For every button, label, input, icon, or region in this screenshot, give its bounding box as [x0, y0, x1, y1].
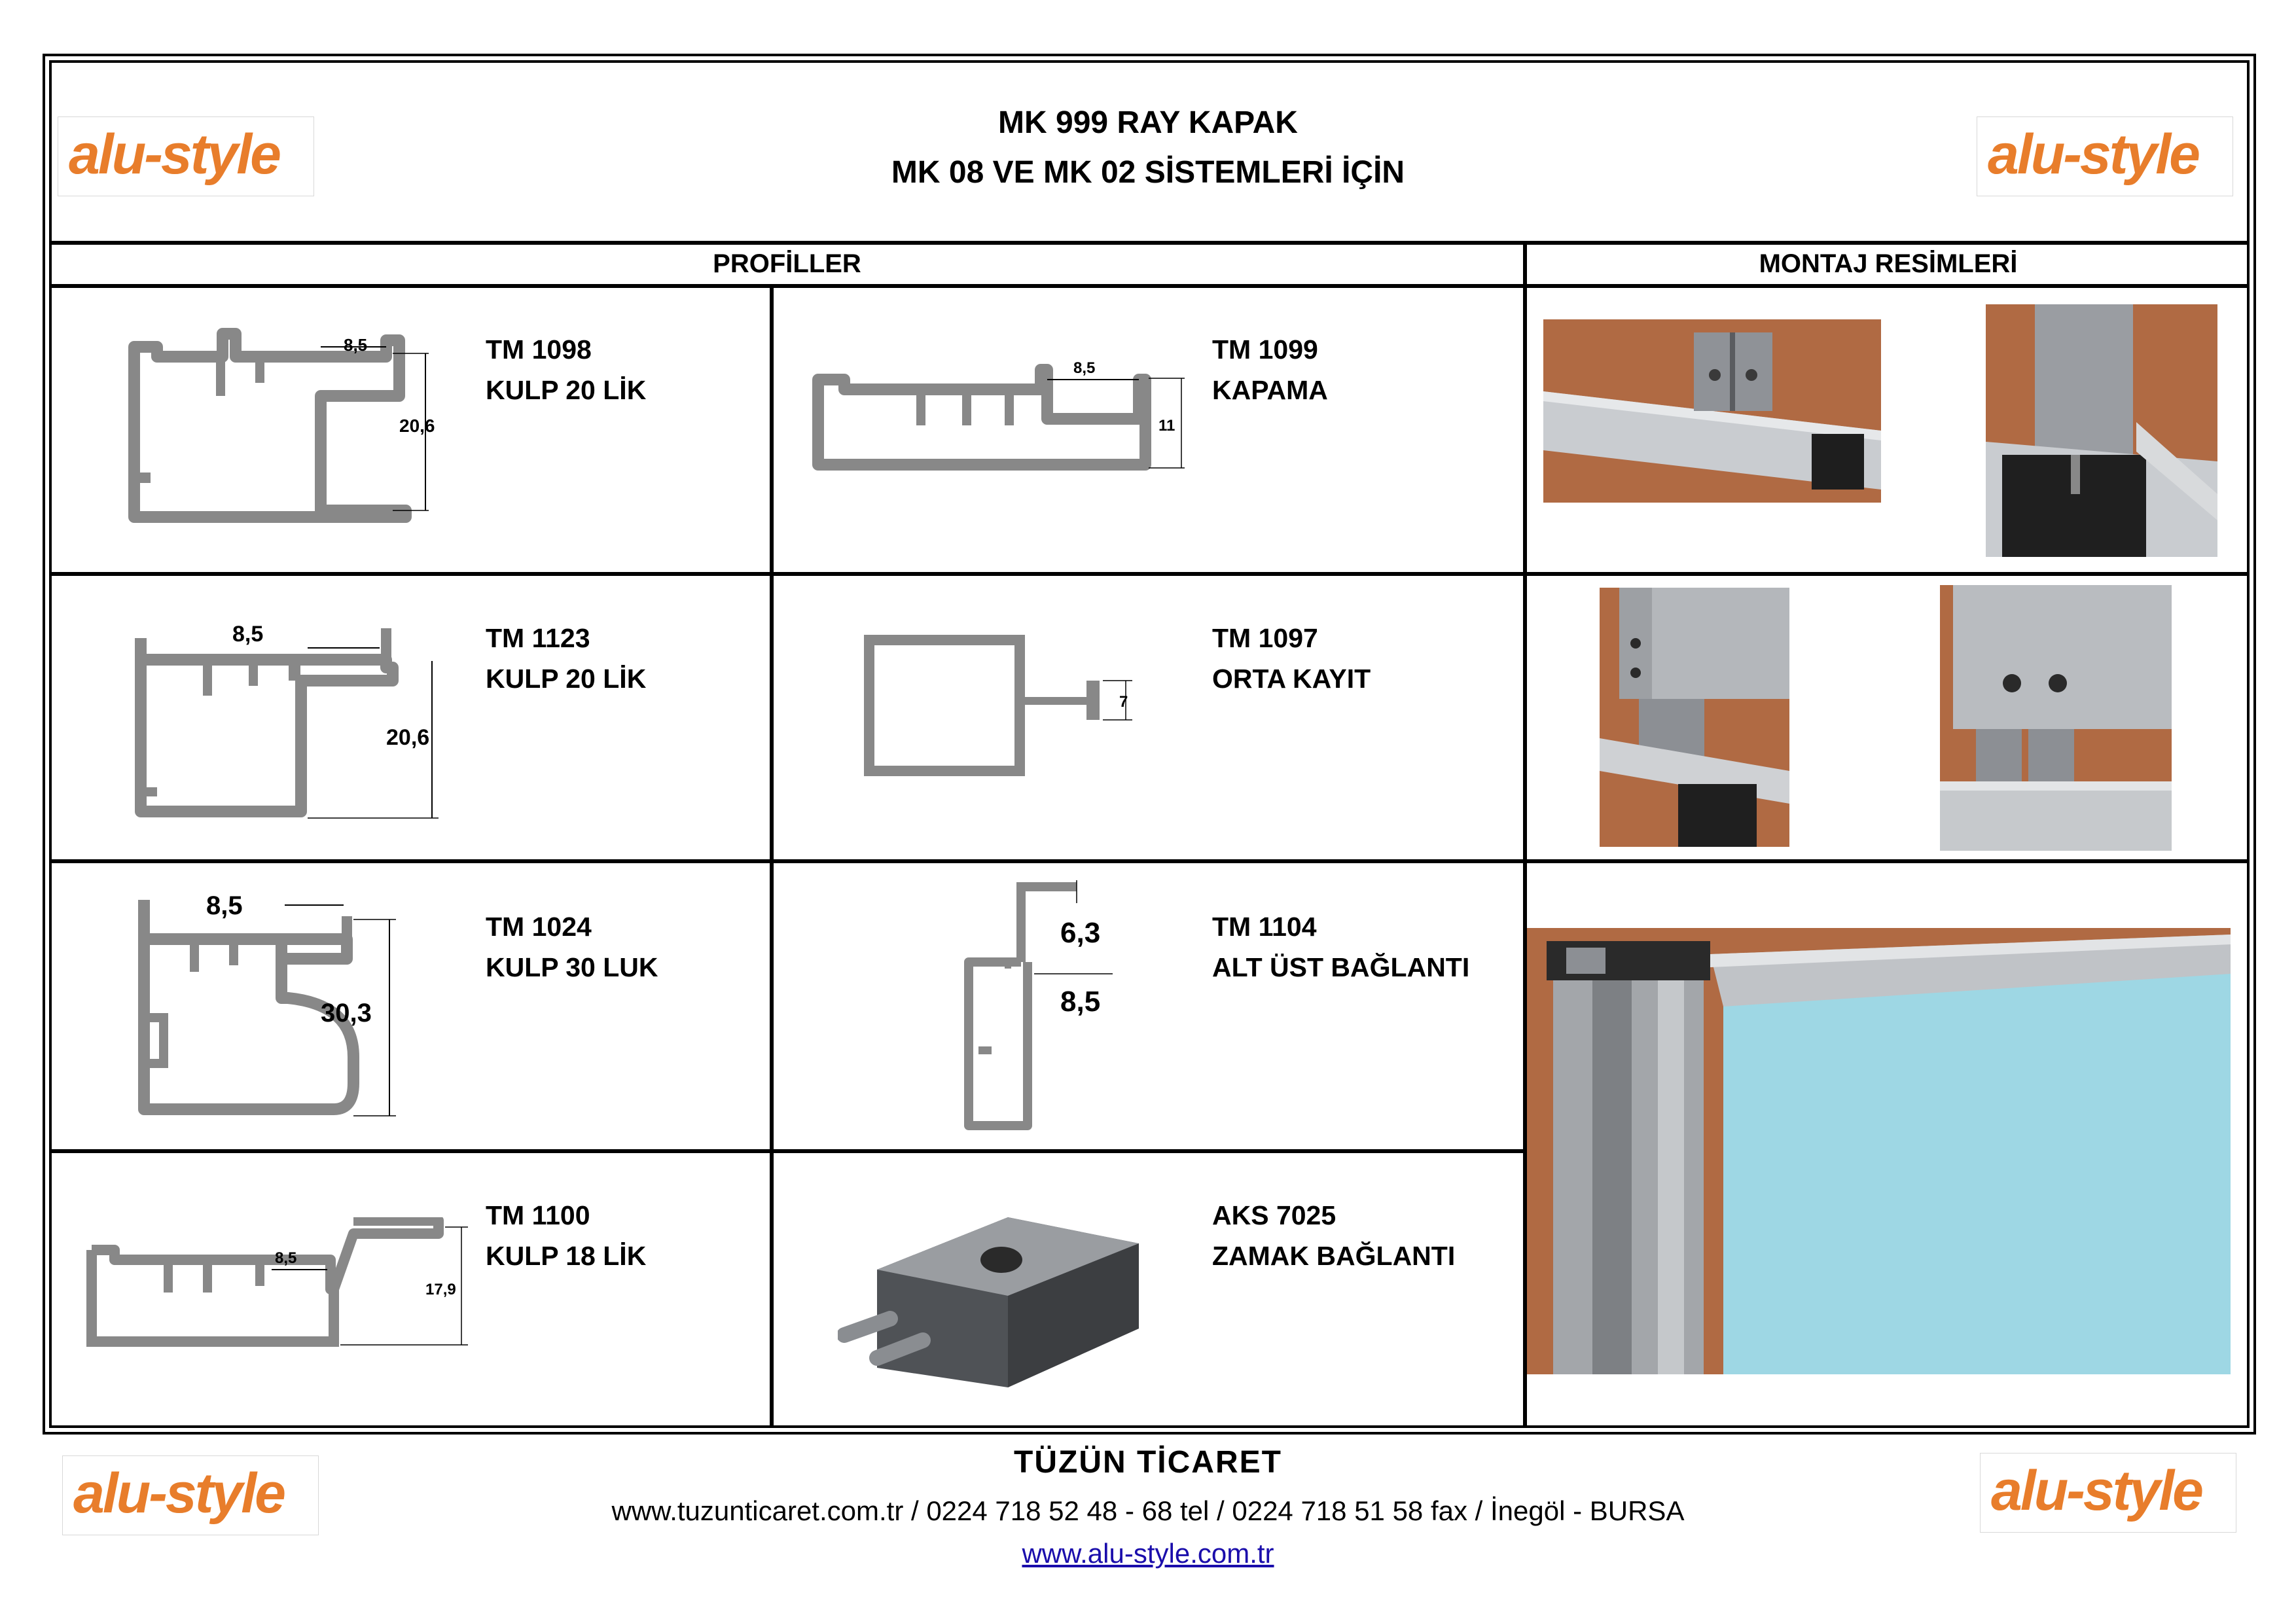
page-title: MK 999 RAY KAPAK	[998, 105, 1298, 140]
profile-name: ORTA KAYIT	[1212, 664, 1371, 694]
profile-code: TM 1024	[486, 912, 592, 942]
svg-text:alu-style: alu-style	[1988, 124, 2198, 186]
profile-code: TM 1123	[486, 623, 590, 653]
profile-label-tm1024	[486, 906, 658, 988]
profile-drawing-tm1098	[118, 327, 458, 524]
profile-label-tm1099	[1212, 329, 1328, 410]
svg-text:6,3: 6,3	[1060, 917, 1101, 949]
col-divider-1	[770, 286, 774, 1428]
row-divider-2	[49, 859, 2250, 863]
svg-text:30,3: 30,3	[321, 999, 372, 1027]
company-name: TÜZÜN TİCARET	[1014, 1445, 1282, 1480]
svg-text:8,5: 8,5	[275, 1249, 297, 1267]
profile-name: KAPAMA	[1212, 375, 1328, 405]
profile-code: TM 1104	[1212, 912, 1317, 942]
profile-drawing-tm1100	[79, 1217, 471, 1361]
svg-text:alu-style: alu-style	[73, 1463, 284, 1525]
profile-label-tm1123	[486, 618, 646, 699]
svg-text:8,5: 8,5	[344, 335, 368, 355]
profile-drawing-tm1097	[857, 628, 1158, 785]
svg-text:alu-style: alu-style	[1991, 1460, 2202, 1522]
profile-name: ALT ÜST BAĞLANTI	[1212, 952, 1470, 982]
row-divider-3	[49, 1149, 1527, 1153]
svg-text:17,9: 17,9	[425, 1281, 456, 1298]
profile-name: KULP 18 LİK	[486, 1241, 647, 1271]
profile-label-tm1100	[486, 1195, 646, 1276]
montage-photo-2	[1986, 304, 2217, 557]
montage-photo-large	[1527, 928, 2231, 1374]
profile-label-aks7025	[1212, 1195, 1455, 1276]
svg-text:8,5: 8,5	[206, 891, 243, 920]
svg-text:8,5: 8,5	[232, 622, 264, 647]
profile-drawing-tm1099	[805, 353, 1198, 484]
svg-text:8,5: 8,5	[1073, 359, 1096, 377]
montage-photo-1	[1543, 319, 1881, 503]
profile-name: KULP 30 LUK	[486, 952, 658, 982]
montage-photo-4	[1940, 585, 2172, 851]
profile-name: KULP 20 LİK	[486, 664, 647, 694]
profile-code: AKS 7025	[1212, 1200, 1336, 1230]
page-subtitle: MK 08 VE MK 02 SİSTEMLERİ İÇİN	[891, 155, 1405, 190]
header-divider	[49, 241, 2250, 245]
website-link[interactable]: www.alu-style.com.tr	[1022, 1538, 1274, 1569]
svg-text:7: 7	[1119, 693, 1128, 711]
profile-code: TM 1097	[1212, 623, 1318, 653]
colhead-divider	[49, 284, 2250, 288]
column-header-profiles: PROFİLLER	[713, 249, 861, 278]
profile-name: KULP 20 LİK	[486, 375, 647, 405]
montage-photo-3	[1600, 588, 1789, 847]
profile-drawing-tm1123	[118, 615, 458, 831]
profile-name: ZAMAK BAĞLANTI	[1212, 1241, 1456, 1271]
profile-label-tm1097	[1212, 618, 1371, 699]
row-divider-1	[49, 572, 2250, 576]
svg-text:20,6: 20,6	[386, 725, 430, 750]
svg-text:alu-style: alu-style	[69, 124, 279, 186]
profile-label-tm1098	[486, 329, 646, 410]
contact-info: www.tuzunticaret.com.tr / 0224 718 52 48 - 68 tel / 0224 718 51 58 fax / İnegöl - BURSA	[611, 1495, 1685, 1526]
svg-text:8,5: 8,5	[1060, 986, 1101, 1018]
profile-label-tm1104	[1212, 906, 1469, 988]
profile-code: TM 1100	[486, 1200, 590, 1230]
profile-code: TM 1098	[486, 334, 592, 365]
profile-code: TM 1099	[1212, 334, 1318, 365]
profile-drawing-tm1104	[929, 877, 1139, 1139]
profile-drawing-tm1024	[118, 887, 432, 1135]
profile-drawing-aks7025	[838, 1198, 1152, 1394]
column-header-montage: MONTAJ RESİMLERİ	[1759, 249, 2018, 278]
svg-text:20,6: 20,6	[399, 416, 435, 436]
svg-text:11: 11	[1158, 417, 1175, 435]
